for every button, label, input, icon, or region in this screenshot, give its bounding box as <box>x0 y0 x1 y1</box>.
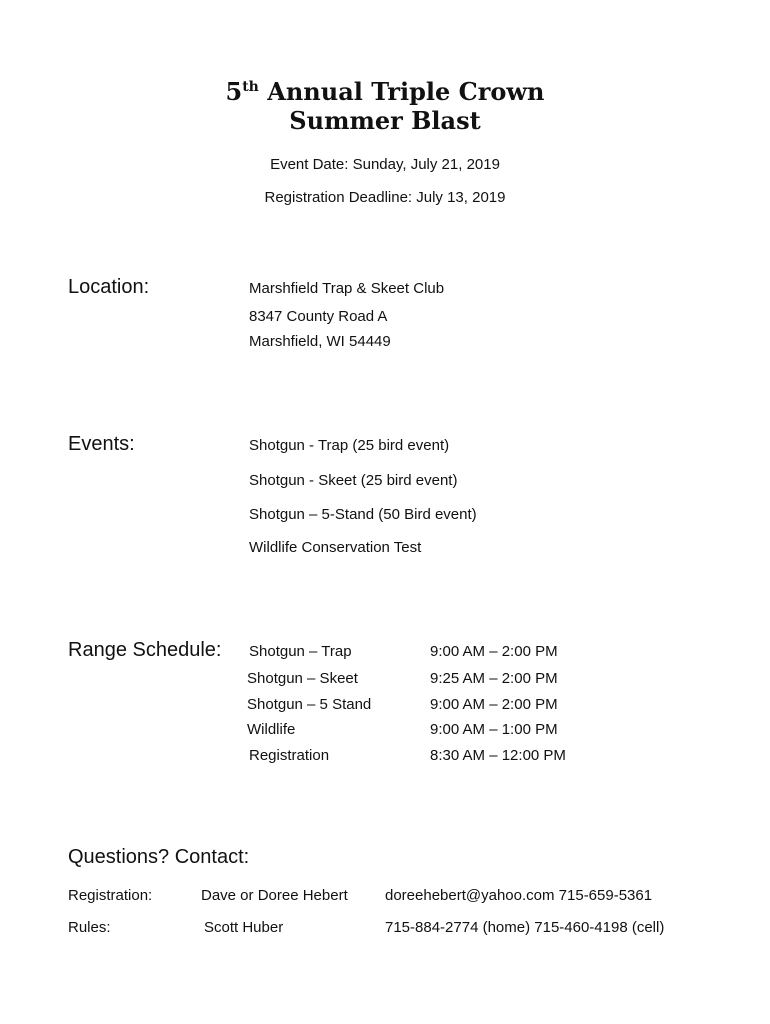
contact-name: Scott Huber <box>204 919 284 936</box>
title-text: Annual Triple Crown <box>267 77 545 106</box>
registration-deadline: Registration Deadline: July 13, 2019 <box>264 189 506 206</box>
title-ordinal-number: 5 <box>225 77 243 106</box>
contact-role: Rules: <box>68 919 111 936</box>
schedule-time: 8:30 AM – 12:00 PM <box>430 747 566 764</box>
events-label: Events: <box>68 433 135 455</box>
event-item: Shotgun – 5-Stand (50 Bird event) <box>249 506 477 523</box>
contact-role: Registration: <box>68 887 153 904</box>
event-item: Shotgun - Trap (25 bird event) <box>249 437 450 454</box>
title-line-2: Summer Blast <box>289 106 481 135</box>
contact-label: Questions? Contact: <box>68 846 250 868</box>
contact-info: doreehebert@yahoo.com 715-659-5361 <box>385 887 653 904</box>
location-line: Marshfield, WI 54449 <box>249 333 391 350</box>
title-ordinal-suffix: th <box>242 79 259 95</box>
schedule-time: 9:00 AM – 2:00 PM <box>430 696 558 713</box>
schedule-event-name: Shotgun – Skeet <box>247 670 358 687</box>
schedule-event-name: Shotgun – 5 Stand <box>247 696 372 713</box>
contact-info: 715-884-2774 (home) 715-460-4198 (cell) <box>385 919 665 936</box>
event-item: Wildlife Conservation Test <box>249 539 422 556</box>
location-label: Location: <box>68 276 150 298</box>
location-line: Marshfield Trap & Skeet Club <box>249 280 445 297</box>
location-line: 8347 County Road A <box>249 308 388 325</box>
contact-name: Dave or Doree Hebert <box>201 887 348 904</box>
event-item: Shotgun - Skeet (25 bird event) <box>249 472 458 489</box>
schedule-time: 9:00 AM – 1:00 PM <box>430 721 558 738</box>
schedule-time: 9:25 AM – 2:00 PM <box>430 670 558 687</box>
schedule-event-name: Registration <box>249 747 330 764</box>
schedule-event-name: Wildlife <box>247 721 296 738</box>
event-date: Event Date: Sunday, July 21, 2019 <box>270 156 500 173</box>
schedule-event-name: Shotgun – Trap <box>249 643 352 660</box>
schedule-time: 9:00 AM – 2:00 PM <box>430 643 558 660</box>
title-line-1 <box>0 77 770 107</box>
range-schedule-label: Range Schedule: <box>68 639 222 661</box>
